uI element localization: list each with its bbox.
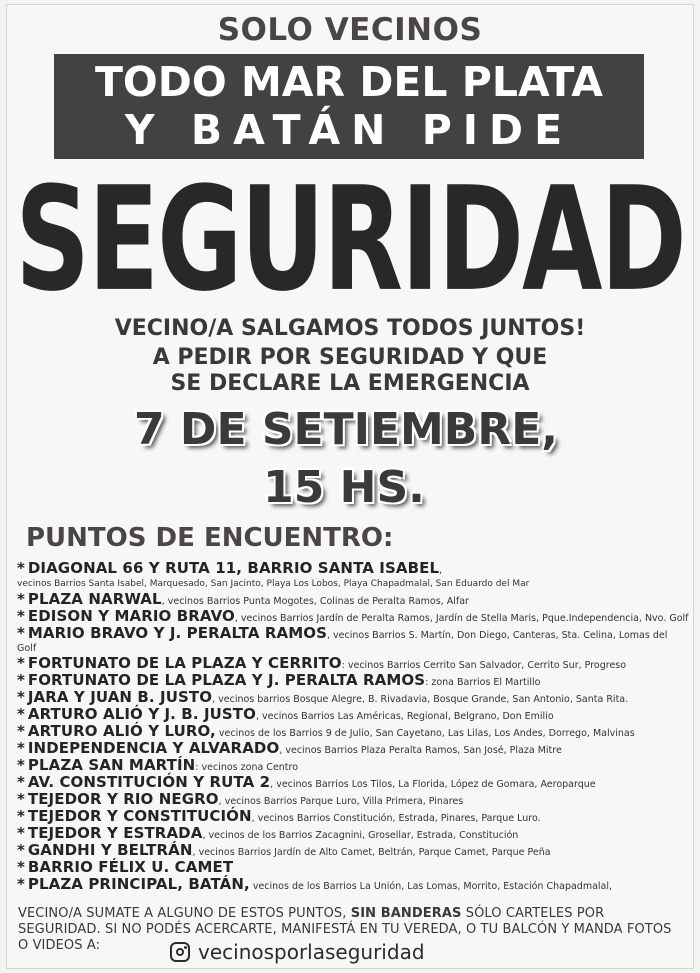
meeting-point-name: TEJEDOR Y ESTRADA (27, 824, 203, 842)
bullet-asterisk: * (17, 773, 25, 791)
meeting-point-detail: , vecinos Barrios S. Martín, Don Diego, Canteras, Sta. Celina, Lomas del Golf (17, 630, 668, 654)
meeting-point-name: BARRIO FÉLIX U. CAMET (27, 858, 234, 876)
meeting-point (17, 858, 687, 876)
meeting-point (17, 807, 687, 825)
meeting-point (17, 875, 687, 893)
meeting-point (17, 841, 687, 859)
meeting-point (17, 773, 687, 791)
bullet-asterisk: * (17, 790, 25, 808)
bullet-asterisk: * (17, 756, 25, 774)
meeting-point-name: MARIO BRAVO Y J. PERALTA RAMOS (27, 624, 327, 642)
meeting-points-list (17, 559, 689, 895)
message-line-2: A PEDIR POR SEGURIDAD Y QUE (152, 345, 548, 370)
meeting-point-detail: vecinos de los Barrios 9 de Julio, San Cayetano, Las Lilas, Los Andes, Dorrego, Malvinas (215, 728, 635, 739)
meeting-point-name: PLAZA NARWAL (27, 590, 162, 608)
meeting-point (17, 559, 687, 591)
meeting-point-name: GANDHI Y BELTRÁN (27, 841, 193, 859)
meeting-point (17, 688, 687, 706)
meeting-point (17, 722, 687, 740)
meeting-point-name: PLAZA SAN MARTÍN (27, 756, 196, 774)
meeting-point-name: INDEPENDENCIA Y ALVARADO (27, 739, 280, 757)
meeting-point-name: EDISON Y MARIO BRAVO (27, 607, 235, 625)
meeting-point (17, 705, 687, 723)
meeting-point-detail: , vecinos Barrios Los Tilos, La Florida, López de Gomara, Aeroparque (270, 779, 596, 790)
banner-line-1: TODO MAR DEL PLATA (94, 58, 604, 106)
meeting-point-name: TEJEDOR Y CONSTITUCIÓN (27, 807, 252, 825)
meeting-point-detail: : vecinos Barrios Cerrito San Salvador, Cerrito Sur, Progreso (341, 660, 627, 671)
meeting-point-detail: , (439, 565, 443, 576)
meeting-point (17, 607, 689, 625)
meeting-point (17, 790, 687, 808)
bullet-asterisk: * (17, 654, 25, 672)
bullet-asterisk: * (17, 739, 25, 757)
meeting-point-detail: vecinos de los Barrios La Unión, Las Lomas, Morrito, Estación Chapadmalal, (249, 881, 613, 892)
meeting-points-title: PUNTOS DE ENCUENTRO: (26, 523, 394, 553)
title-banner (54, 54, 644, 159)
bullet-asterisk: * (17, 688, 25, 706)
meeting-point-detail: , vecinos Barrios Constitución, Estrada, Pinares, Parque Luro. (251, 813, 541, 824)
bullet-asterisk: * (17, 807, 25, 825)
bullet-asterisk: * (17, 671, 25, 689)
footer-text-a: VECINO/A SUMATE A ALGUNO DE ESTOS PUNTOS, (18, 906, 351, 921)
meeting-point (17, 756, 687, 774)
bullet-asterisk: * (17, 624, 25, 642)
meeting-point-detail: , vecinos barrios Bosque Alegre, B. Rivadavia, Bosque Grande, San Antonio, Santa Rita. (212, 694, 629, 705)
meeting-point-detail: , vecinos Barrios Parque Luro, Villa Primera, Pinares (218, 796, 464, 807)
instagram-username: vecinosporlaseguridad (198, 940, 425, 964)
solo-vecinos-heading: SOLO VECINOS (217, 12, 483, 48)
bullet-asterisk: * (17, 590, 25, 608)
meeting-point-name: PLAZA PRINCIPAL, BATÁN, (27, 875, 250, 893)
bullet-asterisk: * (17, 607, 25, 625)
meeting-point (17, 671, 687, 689)
bullet-asterisk: * (17, 841, 25, 859)
meeting-point-detail: : vecinos zona Centro (195, 762, 299, 773)
meeting-point (17, 739, 687, 757)
bullet-asterisk: * (17, 722, 25, 740)
meeting-point-name: TEJEDOR Y RIO NEGRO (27, 790, 219, 808)
meeting-point-detail: : zona Barrios El Martillo (425, 677, 541, 688)
bullet-asterisk: * (17, 875, 25, 893)
banner-line-2: Y BATÁN PIDE (124, 106, 574, 154)
seguridad-headline: SEGURIDAD (15, 155, 685, 324)
meeting-point-detail: , vecinos Barrios Jardín de Peralta Ramos, Jardín de Stella Maris, Pque.Independencia, Nvo. Golf (234, 613, 689, 624)
event-time: 15 HS. (263, 462, 425, 513)
meeting-point-name: FORTUNATO DE LA PLAZA Y J. PERALTA RAMOS (27, 671, 426, 689)
meeting-point-name: DIAGONAL 66 Y RUTA 11, BARRIO SANTA ISABEL (27, 559, 440, 577)
meeting-point-name: FORTUNATO DE LA PLAZA Y CERRITO (27, 654, 342, 672)
meeting-point-detail: , vecinos Barrios Jardín de Alto Camet, Beltrán, Parque Camet, Parque Peña (192, 847, 551, 858)
meeting-point (17, 624, 687, 655)
meeting-point-name: ARTURO ALIÓ Y LURO, (27, 722, 216, 740)
bullet-asterisk: * (17, 705, 25, 723)
bullet-asterisk: * (17, 824, 25, 842)
bullet-asterisk: * (17, 559, 25, 577)
meeting-point-detail: , vecinos Barrios Punta Mogotes, Colinas de Peralta Ramos, Alfar (161, 596, 469, 607)
bullet-asterisk: * (17, 858, 25, 876)
message-line-3: SE DECLARE LA EMERGENCIA (170, 371, 530, 396)
footer-text-b: SÓLO CARTELES POR SEGURIDAD. SI NO PODÉS ACERCARTE, MANIFESTÁ EN TU VEREDA, O TU BALCÓN Y MANDA FOTOS O VIDEOS A: (18, 906, 672, 953)
meeting-point-detail: , vecinos Barrios Plaza Peralta Ramos, San José, Plaza Mitre (279, 745, 562, 756)
meeting-point (17, 654, 687, 672)
instagram-icon (170, 942, 190, 962)
meeting-point (17, 824, 687, 842)
meeting-point-detail: , vecinos de los Barrios Zacagnini, Grosellar, Estrada, Constitución (202, 830, 519, 841)
meeting-point-neighborhoods: vecinos Barrios Santa Isabel, Marquesado, San Jacinto, Playa Los Lobos, Playa Chapadmalal, San Eduardo del Mar (17, 579, 530, 589)
meeting-point-detail: , vecinos Barrios Las Américas, Regional, Belgrano, Don Emilio (256, 711, 554, 722)
footer-no-flags: SIN BANDERAS (350, 906, 462, 921)
meeting-point-name: ARTURO ALIÓ Y J. B. JUSTO (27, 705, 256, 723)
message-line-1: VECINO/A SALGAMOS TODOS JUNTOS! (114, 316, 586, 341)
instagram-handle[interactable] (170, 940, 425, 964)
event-date: 7 DE SETIEMBRE, (134, 404, 558, 455)
meeting-point-name: JARA Y JUAN B. JUSTO (27, 688, 213, 706)
meeting-point (17, 590, 687, 608)
meeting-point-name: AV. CONSTITUCIÓN Y RUTA 2 (27, 773, 271, 791)
